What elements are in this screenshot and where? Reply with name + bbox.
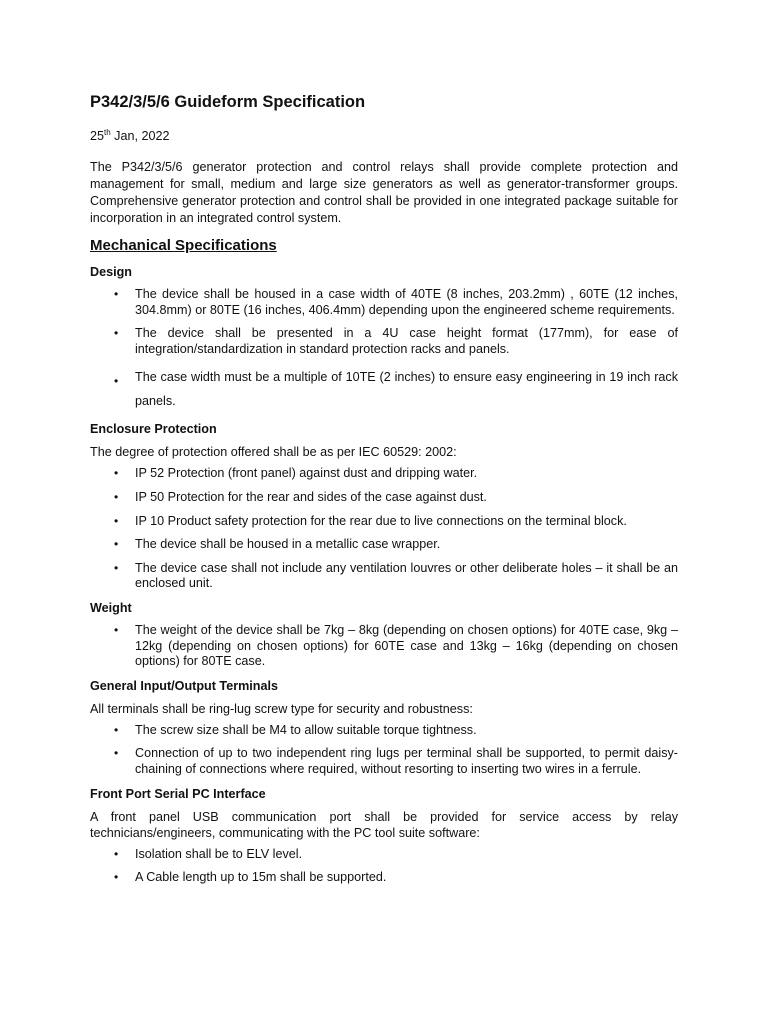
terminals-intro: All terminals shall be ring-lug screw type for security and robustness: bbox=[90, 701, 473, 716]
bullet-icon: • bbox=[114, 537, 119, 552]
list-item: • The screw size shall be M4 to allow suitable torque tightness. bbox=[114, 722, 477, 737]
list-item: • The weight of the device shall be 7kg – 8kg (depending on chosen options) for 40TE case, 9kg – 12kg (depending on chosen options) for 60TE case and 13kg – 16kg (depending on chosen options) for 80TE case. bbox=[114, 622, 678, 669]
bullet-icon: • bbox=[114, 560, 119, 575]
intro-paragraph: The P342/3/5/6 generator protection and control relays shall provide complete protection and management for small, medium and large size generators as well as generator-transformer groups. Comprehensive generator protection and control shall be provided in one integrated package suitable for incorporation in an integrated control system. bbox=[90, 160, 678, 225]
subheading-design: Design bbox=[90, 265, 132, 279]
front-port-list bbox=[90, 847, 678, 886]
list-item: • The device shall be housed in a case width of 40TE (8 inches, 203.2mm) , 60TE (12 inches, 304.8mm) or 80TE (16 inches, 406.4mm) depending upon the engineered scheme requirements. bbox=[114, 287, 678, 317]
front-port-intro: A front panel USB communication port shall be provided for service access by relay technicians/engineers, communicating with the PC tool suite software: bbox=[90, 809, 678, 840]
section-title-mechanical: Mechanical Specifications bbox=[90, 237, 277, 254]
subheading-weight: Weight bbox=[90, 600, 132, 615]
list-item: • The device case shall not include any ventilation louvres or other deliberate holes – it shall be an enclosed unit. bbox=[114, 560, 678, 591]
bullet-icon: • bbox=[114, 622, 119, 637]
bullet-icon: • bbox=[114, 287, 119, 301]
list-item: • IP 52 Protection (front panel) against dust and dripping water. bbox=[114, 466, 478, 481]
bullet-icon: • bbox=[114, 326, 119, 341]
list-item: • Isolation shall be to ELV level. bbox=[114, 846, 303, 861]
terminals-list bbox=[90, 723, 678, 778]
list-item: • IP 50 Protection for the rear and sides of the case against dust. bbox=[114, 489, 487, 504]
document-date bbox=[90, 128, 678, 144]
bullet-icon: • bbox=[114, 746, 119, 761]
enclosure-intro: The degree of protection offered shall be as per IEC 60529: 2002: bbox=[90, 445, 457, 460]
design-list bbox=[90, 287, 678, 413]
list-item: • IP 10 Product safety protection for the rear due to live connections on the terminal block. bbox=[114, 513, 627, 528]
bullet-icon: • bbox=[114, 466, 119, 481]
bullet-icon: • bbox=[114, 846, 119, 861]
list-item: • The case width must be a multiple of 10TE (2 inches) to ensure easy engineering in 19 inch rack panels. bbox=[114, 370, 678, 409]
subheading-enclosure: Enclosure Protection bbox=[90, 422, 217, 437]
subheading-front-port: Front Port Serial PC Interface bbox=[90, 786, 266, 801]
subheading-terminals: General Input/Output Terminals bbox=[90, 678, 278, 693]
date-month-year: Jan, 2022 bbox=[110, 129, 170, 143]
date-ordinal: th bbox=[104, 128, 111, 137]
bullet-icon: • bbox=[114, 722, 119, 737]
weight-list bbox=[90, 623, 678, 670]
list-item: • The device shall be presented in a 4U case height format (177mm), for ease of integration/standardization in standard protection racks and panels. bbox=[114, 326, 678, 356]
bullet-icon: • bbox=[114, 489, 119, 504]
bullet-icon: • bbox=[114, 374, 119, 389]
list-item: • Connection of up to two independent ring lugs per terminal shall be supported, to permit daisy-chaining of connections where required, without resorting to inserting two wires in a ferrule. bbox=[114, 746, 678, 776]
bullet-icon: • bbox=[114, 870, 119, 885]
document-title: P342/3/5/6 Guideform Specification bbox=[90, 93, 366, 111]
date-day: 25 bbox=[90, 129, 105, 143]
list-item: • The device shall be housed in a metallic case wrapper. bbox=[114, 537, 441, 552]
enclosure-list bbox=[90, 466, 678, 592]
list-item: • A Cable length up to 15m shall be supported. bbox=[114, 870, 387, 885]
bullet-icon: • bbox=[114, 513, 119, 528]
